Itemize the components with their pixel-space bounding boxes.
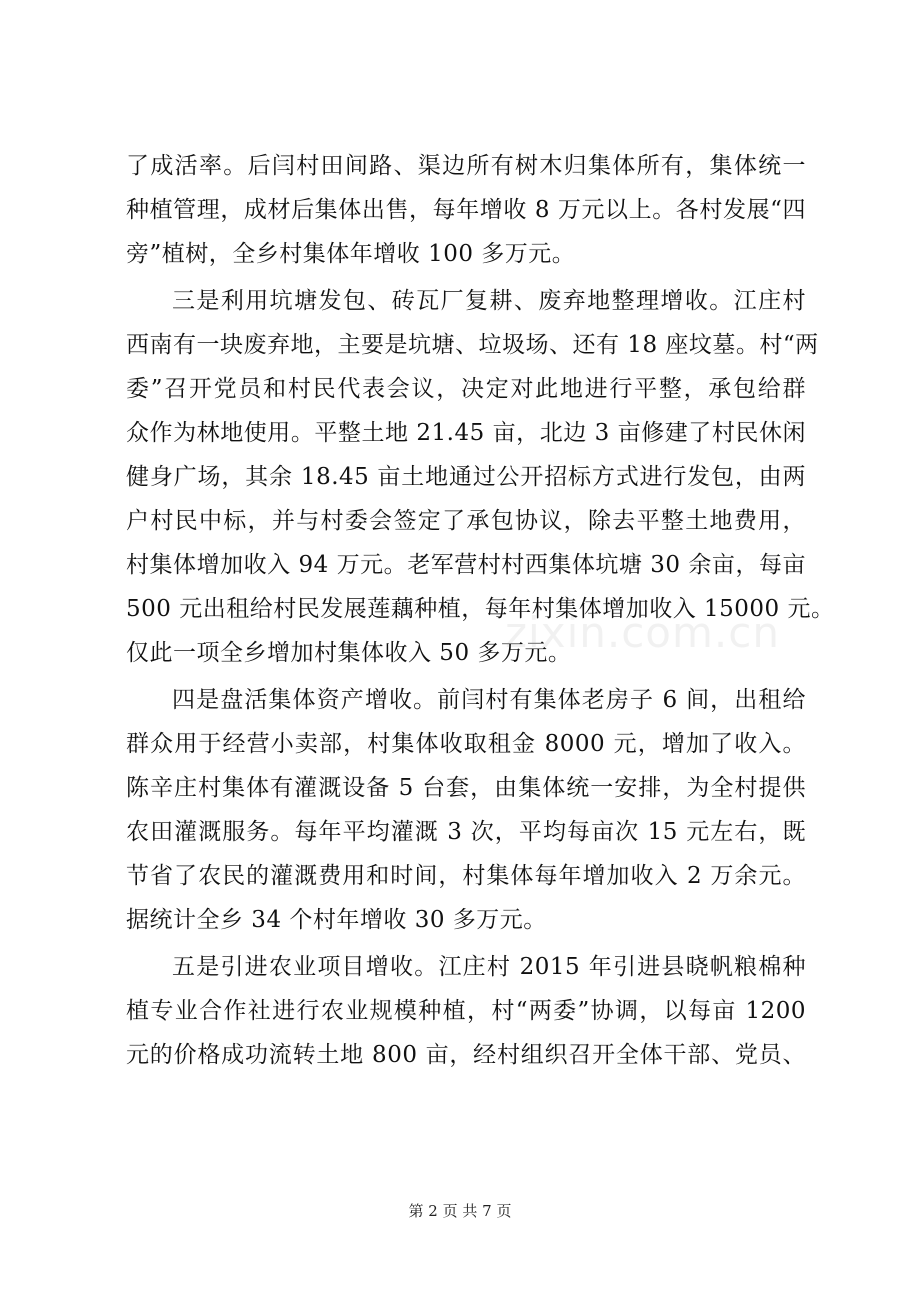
text-line: 植专业合作社进行农业规模种植，村“两委”协调，以每亩 1200 bbox=[126, 998, 806, 1024]
text-line: 仅此一项全乡增加村集体收入 50 多万元。 bbox=[126, 640, 572, 666]
page-number-footer: 第 2 页 共 7 页 bbox=[408, 1202, 512, 1220]
text-line: 了成活率。后闫村田间路、渠边所有树木归集体所有，集体统一 bbox=[126, 153, 806, 179]
text-line: 旁”植树，全乡村集体年增收 100 多万元。 bbox=[126, 241, 576, 267]
paragraph bbox=[126, 144, 806, 276]
text-line: 节省了农民的灌溉费用和时间，村集体每年增加收入 2 万余元。 bbox=[126, 863, 806, 889]
paragraph bbox=[126, 945, 806, 1077]
text-line: 五是引进农业项目增收。江庄村 2015 年引进县晓帆粮棉种 bbox=[172, 954, 806, 980]
text-line: 四是盘活集体资产增收。前闫村有集体老房子 6 间，出租给 bbox=[172, 687, 806, 713]
text-line: 农田灌溉服务。每年平均灌溉 3 次，平均每亩次 15 元左右，既 bbox=[126, 819, 806, 845]
text-line: 健身广场，其余 18.45 亩土地通过公开招标方式进行发包，由两 bbox=[126, 464, 806, 490]
text-line: 三是利用坑塘发包、砖瓦厂复耕、废弃地整理增收。江庄村 bbox=[172, 288, 806, 314]
paragraph bbox=[126, 678, 806, 942]
text-line: 众作为林地使用。平整土地 21.45 亩，北边 3 亩修建了村民休闲 bbox=[126, 420, 806, 446]
text-line: 户村民中标，并与村委会签定了承包协议，除去平整土地费用， bbox=[126, 508, 806, 534]
text-line: 陈辛庄村集体有灌溉设备 5 台套，由集体统一安排，为全村提供 bbox=[126, 775, 806, 801]
watermark: zixin.com.cn bbox=[505, 608, 780, 657]
document-body bbox=[126, 144, 835, 1077]
text-line: 500 元出租给村民发展莲藕种植，每年村集体增加收入 15000 元。 bbox=[126, 596, 835, 622]
text-line: 元的价格成功流转土地 800 亩，经村组织召开全体干部、党员、 bbox=[126, 1042, 806, 1068]
text-line: 村集体增加收入 94 万元。老军营村村西集体坑塘 30 余亩，每亩 bbox=[126, 552, 806, 578]
paragraph bbox=[126, 279, 835, 675]
text-line: 西南有一块废弃地，主要是坑塘、垃圾场、还有 18 座坟墓。村“两 bbox=[126, 332, 819, 358]
text-line: 据统计全乡 34 个村年增收 30 多万元。 bbox=[126, 907, 547, 933]
text-line: 委”召开党员和村民代表会议，决定对此地进行平整，承包给群 bbox=[126, 376, 806, 402]
text-line: 群众用于经营小卖部，村集体收取租金 8000 元，增加了收入。 bbox=[126, 731, 806, 757]
text-line: 种植管理，成材后集体出售，每年增收 8 万元以上。各村发展“四 bbox=[126, 197, 806, 223]
